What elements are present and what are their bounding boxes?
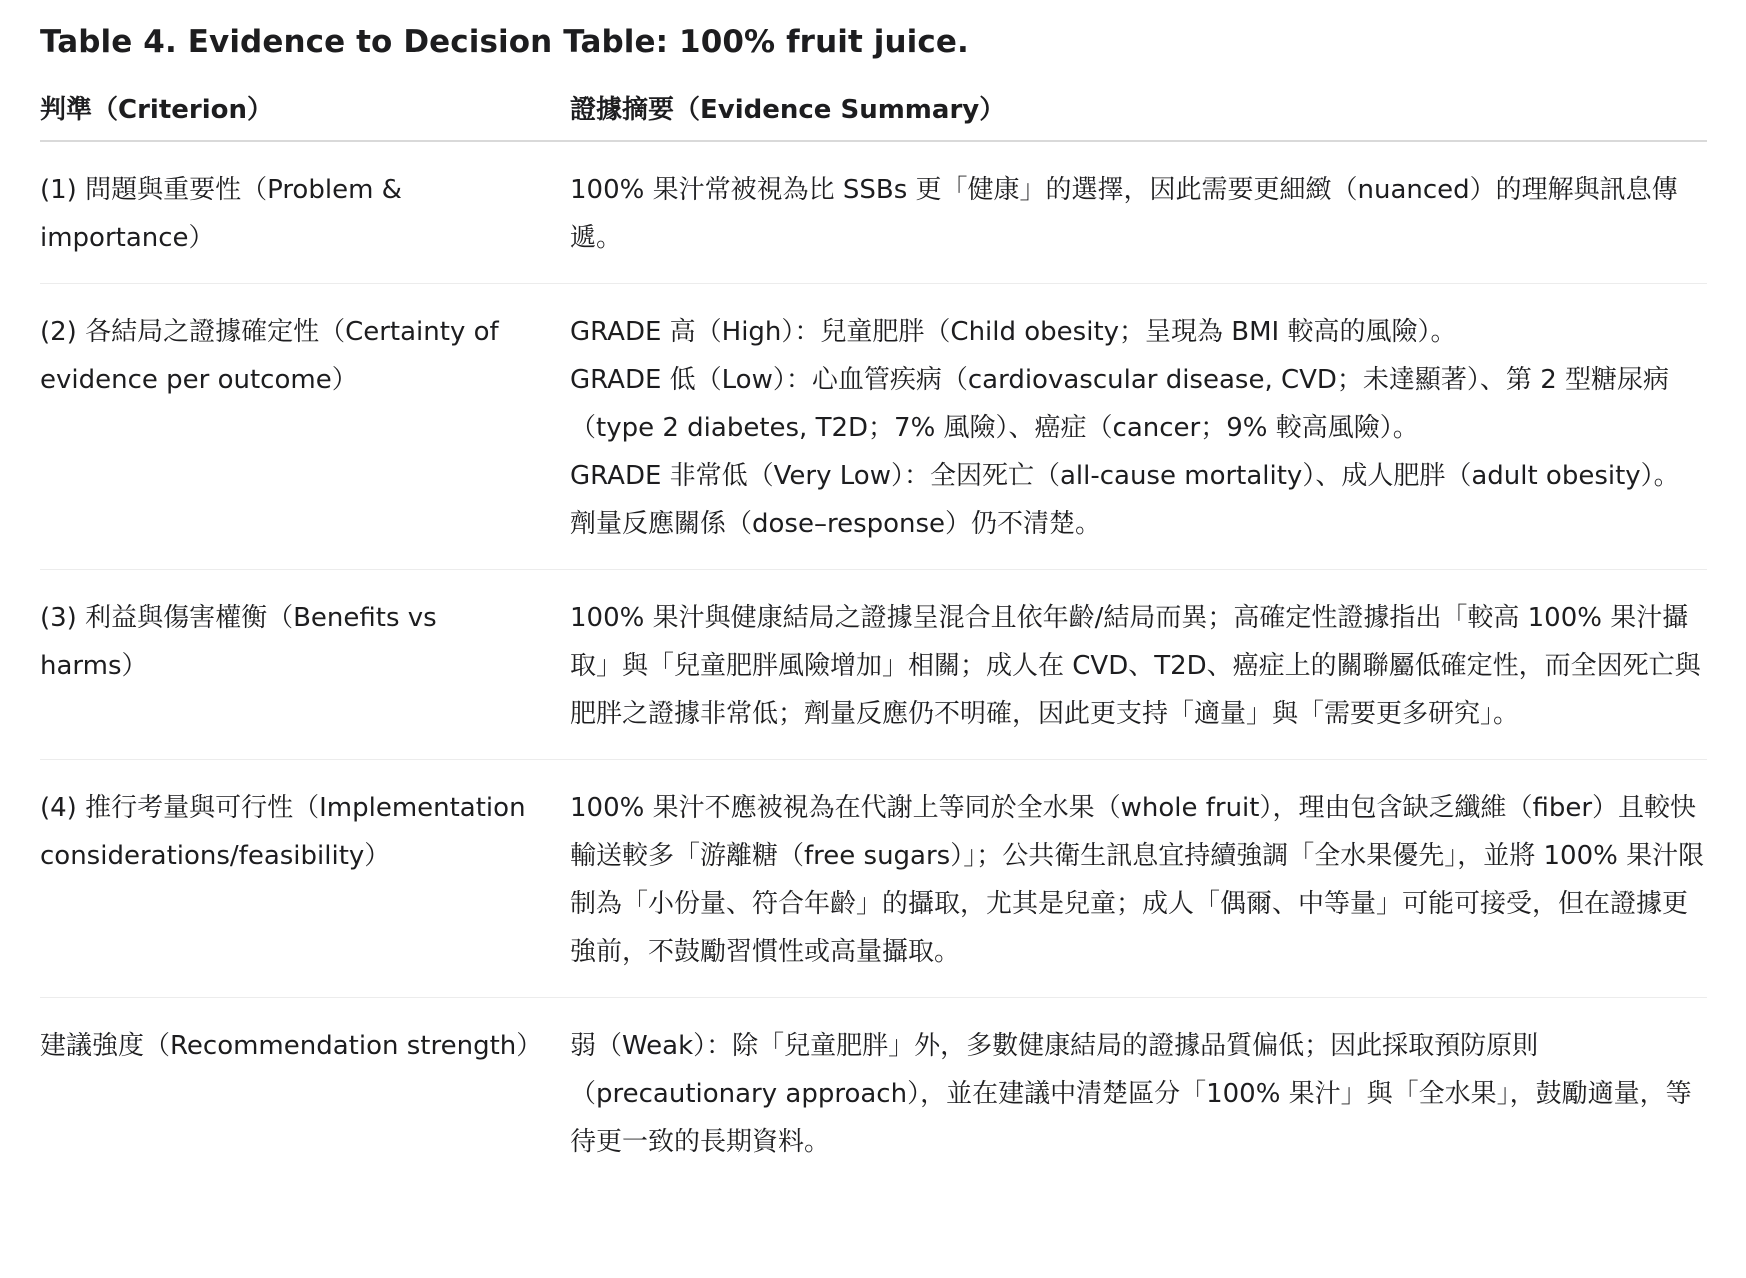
summary-line: 100% 果汁不應被視為在代謝上等同於全水果（whole fruit），理由包含缺乏纖維（fiber）且較快輸送較多「游離糖（free sugars）」；公共衛生訊息宜持續強調「全水果優先」，並將 100% 果汁限制為「小份量、符合年齡」的攝取，尤其是兒童；成人「偶爾、中等量」可能可接受，但在證據更強前，不鼓勵習慣性或高量攝取。: [570, 793, 1705, 967]
summary-cell: [570, 998, 1707, 1188]
criterion-cell: 建議強度（Recommendation strength）: [40, 1031, 543, 1061]
summary-cell: [570, 141, 1707, 284]
table-row: [40, 998, 1707, 1188]
summary-line: 弱（Weak）：除「兒童肥胖」外，多數健康結局的證據品質偏低；因此採取預防原則（precautionary approach），並在建議中清楚區分「100% 果汁」與「全水果」，鼓勵適量，等待更一致的長期資料。: [570, 1031, 1692, 1157]
summary-cell: [570, 570, 1707, 760]
table-row: [40, 141, 1707, 284]
table-header-row: [40, 86, 1707, 141]
table-title: Table 4. Evidence to Decision Table: 100% fruit juice.: [40, 24, 969, 60]
summary-line: 100% 果汁常被視為比 SSBs 更「健康」的選擇，因此需要更細緻（nuanced）的理解與訊息傳遞。: [570, 175, 1678, 253]
summary-line: GRADE 低（Low）：心血管疾病（cardiovascular disease, CVD；未達顯著）、第 2 型糖尿病（type 2 diabetes, T2D；7% 風險）、癌症（cancer；9% 較高風險）。: [570, 365, 1670, 443]
column-header-summary: 證據摘要（Evidence Summary）: [570, 86, 1707, 141]
evidence-decision-table: [40, 86, 1707, 1187]
column-header-criterion: 判準（Criterion）: [40, 86, 570, 141]
summary-line: GRADE 高（High）：兒童肥胖（Child obesity；呈現為 BMI 較高的風險）。: [570, 317, 1457, 347]
criterion-cell: (3) 利益與傷害權衡（Benefits vs harms）: [40, 570, 570, 760]
table-row: [40, 284, 1707, 570]
summary-line: GRADE 非常低（Very Low）：全因死亡（all-cause mortality）、成人肥胖（adult obesity）。: [570, 461, 1680, 491]
summary-cell: [570, 284, 1707, 570]
criterion-cell: (4) 推行考量與可行性（Implementation considerations/feasibility）: [40, 760, 570, 998]
table-row: [40, 570, 1707, 760]
summary-line: 100% 果汁與健康結局之證據呈混合且依年齡/結局而異；高確定性證據指出「較高 100% 果汁攝取」與「兒童肥胖風險增加」相關；成人在 CVD、T2D、癌症上的關聯屬低確定性，而全因死亡與肥胖之證據非常低；劑量反應仍不明確，因此更支持「適量」與「需要更多研究」。: [570, 603, 1701, 729]
summary-cell: [570, 760, 1707, 998]
criterion-cell: (2) 各結局之證據確定性（Certainty of evidence per outcome）: [40, 284, 570, 570]
criterion-cell: (1) 問題與重要性（Problem & importance）: [40, 141, 570, 284]
summary-line: 劑量反應關係（dose–response）仍不清楚。: [570, 509, 1102, 539]
table-row: [40, 760, 1707, 998]
